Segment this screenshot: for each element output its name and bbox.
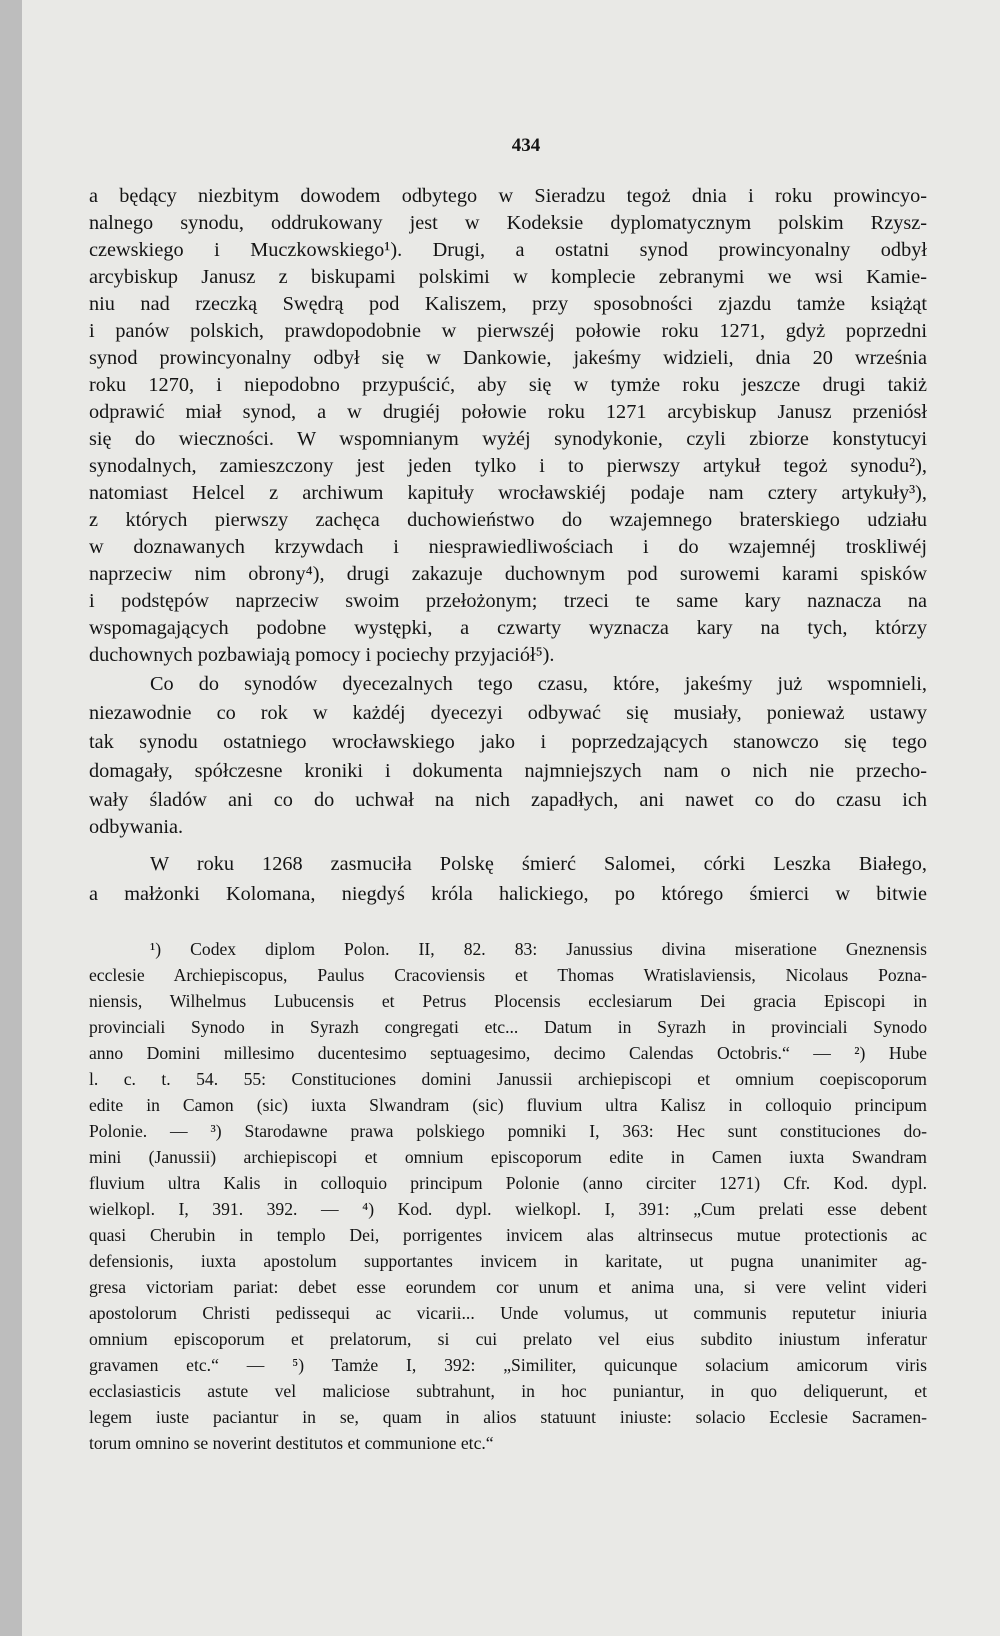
body-line: W roku 1268 zasmuciła Polskę śmierć Salomei, córki Leszka Białego,: [150, 853, 927, 875]
footnote-line: edite in Camon (sic) iuxta Slwandram (sic) fluvium ultra Kalisz in colloquio principum: [89, 1095, 927, 1115]
body-line: odprawić miał synod, a w drugiéj połowie roku 1271 arcybiskup Janusz przeniósł: [89, 401, 927, 423]
footnote-line: ecclesie Archiepiscopus, Paulus Cracoviensis et Thomas Wratislaviensis, Nicolaus Pozna-: [89, 965, 927, 985]
body-line: nalnego synodu, oddrukowany jest w Kodeksie dyplomatycznym polskim Rzysz-: [89, 212, 927, 234]
footnote-line: Polonie. — ³) Starodawne prawa polskiego pomniki I, 363: Hec sunt constituciones do-: [89, 1121, 927, 1141]
body-line: domagały, spółczesne kroniki i dokumenta najmniejszych nam o nich nie przecho-: [89, 760, 927, 782]
book-page: [22, 0, 1000, 1636]
body-line: niu nad rzeczką Swędrą pod Kaliszem, przy sposobności zjazdu tamże książąt: [89, 293, 927, 315]
footnote-line: anno Domini millesimo ducentesimo septuagesimo, decimo Calendas Octobris.“ — ²) Hube: [89, 1043, 927, 1063]
body-line: roku 1270, i niepodobno przypuścić, aby się w tymże roku jeszcze drugi takiż: [89, 374, 927, 396]
body-line: w doznawanych krzywdach i niesprawiedliwościach i do wzajemnéj troskliwéj: [89, 536, 927, 558]
footnote-line: l. c. t. 54. 55: Constituciones domini Janussii archiepiscopi et omnium coepiscoporum: [89, 1069, 927, 1089]
footnote-line: wielkopl. I, 391. 392. — ⁴) Kod. dypl. wielkopl. I, 391: „Cum prelati esse debent: [89, 1199, 927, 1219]
body-line: synod prowincyonalny odbył się w Dankowie, jakeśmy widzieli, dnia 20 września: [89, 347, 927, 369]
body-line: naprzeciw nim obrony⁴), drugi zakazuje duchownym pod surowemi karami spisków: [89, 563, 927, 585]
footnote-line: provinciali Synodo in Syrazh congregati etc... Datum in Syrazh in provinciali Synodo: [89, 1017, 927, 1037]
footnote-line: defensionis, iuxta apostolum supportantes invicem in karitate, ut pugna unanimiter ag-: [89, 1251, 927, 1271]
footnote-line: mini (Janussii) archiepiscopi et omnium episcoporum edite in Camen iuxta Swandram: [89, 1147, 927, 1167]
body-line: czewskiego i Muczkowskiego¹). Drugi, a ostatni synod prowincyonalny odbył: [89, 239, 927, 261]
body-line: arcybiskup Janusz z biskupami polskimi w komplecie zebranymi we wsi Kamie-: [89, 266, 927, 288]
body-line: duchownych pozbawiają pomocy i pociechy przyjaciół⁵).: [89, 644, 555, 666]
footnote-line: apostolorum Christi pedissequi ac vicarii... Unde volumus, ut communis reputetur iniuria: [89, 1303, 927, 1323]
body-line: wspomagających podobne występki, a czwarty wyznacza kary na tych, którzy: [89, 617, 927, 639]
footnote-line: fluvium ultra Kalis in colloquio principum Polonie (anno circiter 1271) Cfr. Kod. dypl.: [89, 1173, 927, 1193]
body-line: się do wieczności. W wspomnianym wyżéj synodykonie, czyli zbiorze konstytucyi: [89, 428, 927, 450]
body-line: z których pierwszy zachęca duchowieństwo do wzajemnego braterskiego udziału: [89, 509, 927, 531]
body-line: a będący niezbitym dowodem odbytego w Sieradzu tegoż dnia i roku prowincyo-: [89, 185, 927, 207]
body-line: tak synodu ostatniego wrocławskiego jako i poprzedzających stanowczo się tego: [89, 731, 927, 753]
body-line: niezawodnie co rok w każdéj dyecezyi odbywać się musiały, ponieważ ustawy: [89, 702, 927, 724]
body-line: synodalnych, zamieszczony jest jeden tylko i to pierwszy artykuł tegoż synodu²),: [89, 455, 927, 477]
footnote-line: ¹) Codex diplom Polon. II, 82. 83: Janussius divina miseratione Gneznensis: [150, 939, 927, 959]
footnote-line: gravamen etc.“ — ⁵) Tamże I, 392: „Similiter, quicunque solacium amicorum viris: [89, 1355, 927, 1375]
body-line: Co do synodów dyecezalnych tego czasu, które, jakeśmy już wspomnieli,: [150, 673, 927, 695]
body-line: odbywania.: [89, 816, 184, 838]
body-line: i podstępów naprzeciw swoim przełożonym; trzeci te same kary naznacza na: [89, 590, 927, 612]
footnote-line: torum omnino se noverint destitutos et communione etc.“: [89, 1433, 494, 1453]
body-line: wały śladów ani co do uchwał na nich zapadłych, ani nawet co do czasu ich: [89, 789, 927, 811]
footnote-line: gresa victoriam pariat: debet esse eorundem cor unum et anima una, si vere velint videri: [89, 1277, 927, 1297]
footnote-line: omnium episcoporum et prelatorum, si cui prelato vel eius subdito iniustum inferatur: [89, 1329, 927, 1349]
footnote-line: legem iuste paciantur in se, quam in alios statuunt iniuste: solacio Ecclesie Sacramen-: [89, 1407, 927, 1427]
footnote-line: niensis, Wilhelmus Lubucensis et Petrus Plocensis ecclesiarum Dei gracia Episcopi in: [89, 991, 927, 1011]
footnote-line: quasi Cherubin in templo Dei, porrigentes invicem alas altrinsecus mutue protectionis ac: [89, 1225, 927, 1245]
footnote-line: ecclasiasticis astute vel maliciose subtrahunt, in hoc puniantur, in quo deliquerunt, et: [89, 1381, 927, 1401]
body-line: i panów polskich, prawdopodobnie w pierwszéj połowie roku 1271, gdyż poprzedni: [89, 320, 927, 342]
page-number: 434: [511, 135, 541, 156]
body-line: natomiast Helcel z archiwum kapituły wrocławskiéj podaje nam cztery artykuły³),: [89, 482, 927, 504]
body-line: a małżonki Kolomana, niegdyś króla halickiego, po którego śmierci w bitwie: [89, 883, 927, 905]
